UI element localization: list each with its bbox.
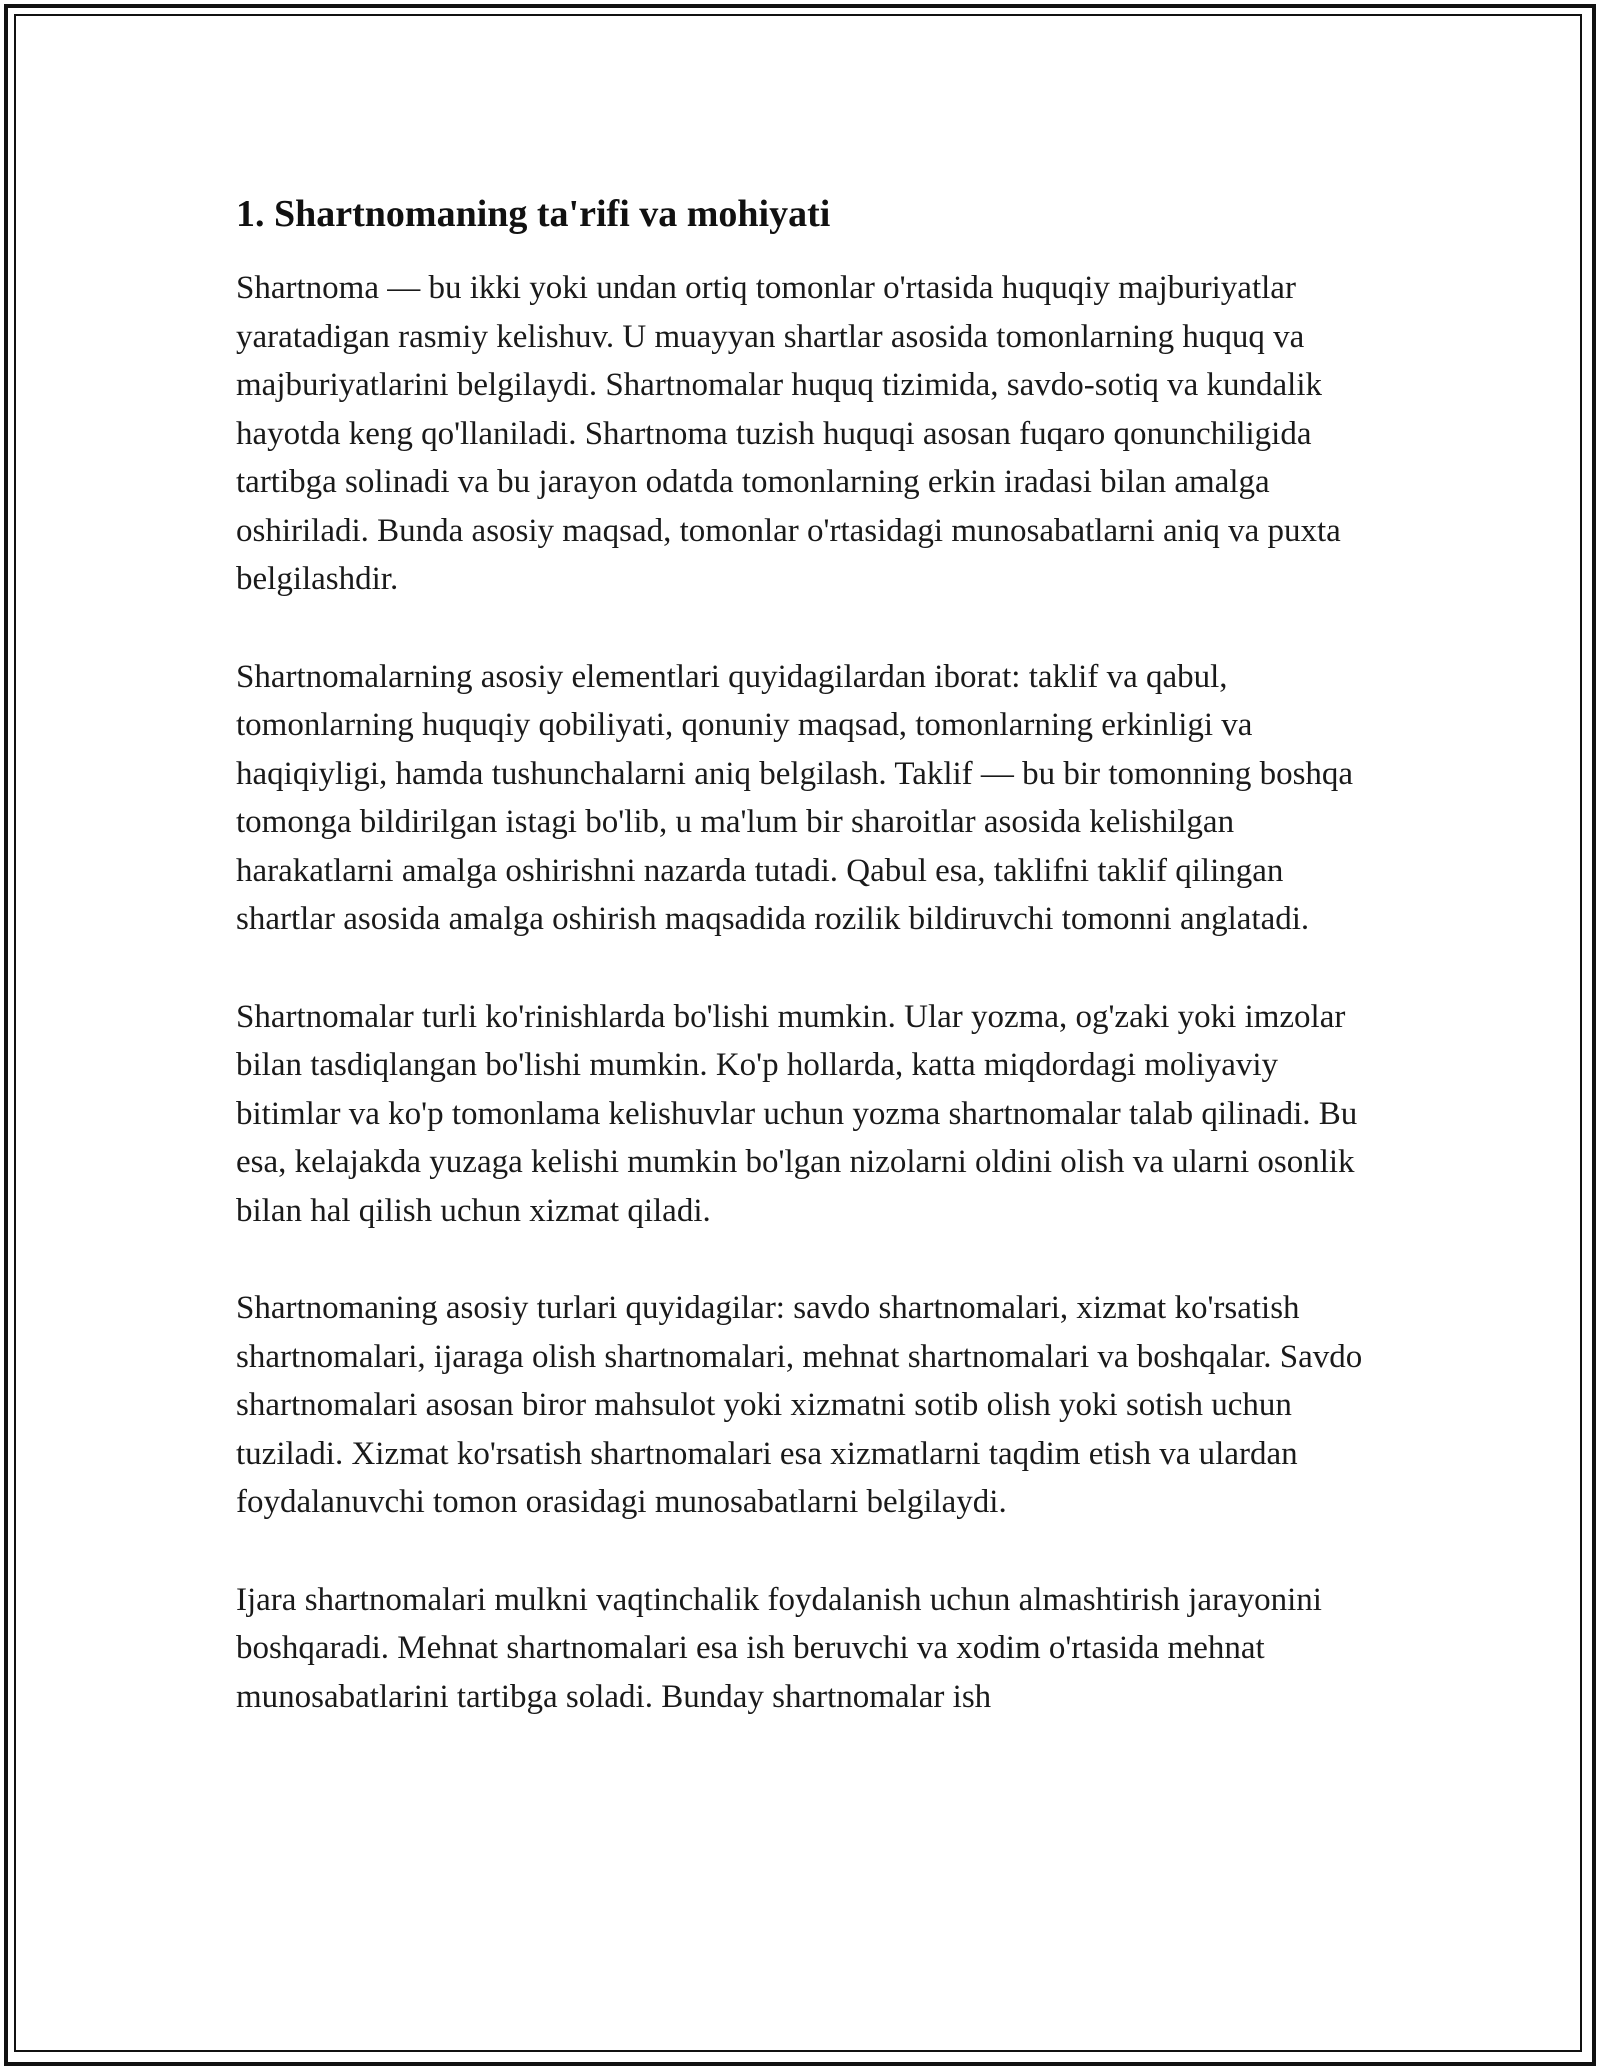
paragraph-definition: Shartnoma — bu ikki yoki undan ortiq tomonlar o'rtasida huquqiy majburiyatlar yaratadigan rasmiy kelishuv. U muayyan shartlar asosida tomonlarning huquq va majburiyatlarini belgilaydi. Shartnomalar huquq tizimida, savdo-sotiq va kundalik hayotda keng qo'llaniladi. Shartnoma tuzish huquqi asosan fuqaro qonunchiligida tartibga solinadi va bu jarayon odatda tomonlarning erkin iradasi bilan amalga oshiriladi. Bunda asosiy maqsad, tomonlar o'rtasidagi munosabatlarni aniq va puxta belgilashdir. — [236, 270, 1341, 597]
paragraph-forms: Shartnomalar turli ko'rinishlarda bo'lishi mumkin. Ular yozma, og'zaki yoki imzolar bilan tasdiqlangan bo'lishi mumkin. Ko'p hollarda, katta miqdordagi moliyaviy bitimlar va ko'p tomonlama kelishuvlar uchun yozma shartnomalar talab qilinadi. Bu esa, kelajakda yuzaga kelishi mumkin bo'lgan nizolarni oldini olish va ularni osonlik bilan hal qilish uchun xizmat qiladi. — [236, 998, 1358, 1229]
paragraph-types: Shartnomaning asosiy turlari quyidagilar: savdo shartnomalari, xizmat ko'rsatish shartnomalari, ijaraga olish shartnomalari, mehnat shartnomalari va boshqalar. Savdo shartnomalari asosan biror mahsulot yoki xizmatni sotib olish yoki sotish uchun tuziladi. Xizmat ko'rsatish shartnomalari esa xizmatlarni taqdim etish va ulardan foydalanuvchi tomon orasidagi munosabatlarni belgilaydi. — [236, 1290, 1363, 1520]
section-heading: 1. Shartnomaning ta'rifi va mohiyati — [236, 193, 831, 235]
paragraph-elements: Shartnomalarning asosiy elementlari quyidagilardan iborat: taklif va qabul, tomonlarning huquqiy qobiliyati, qonuniy maqsad, tomonlarning erkinligi va haqiqiyligi, hamda tushunchalarni aniq belgilash. Taklif — bu bir tomonning boshqa tomonga bildirilgan istagi bo'lib, u ma'lum bir sharoitlar asosida kelishilgan harakatlarni amalga oshirishni nazarda tutadi. Qabul esa, taklifni taklif qilingan shartlar asosida amalga oshirish maqsadida rozilik bildiruvchi tomonni anglatadi. — [236, 658, 1354, 937]
paragraph-lease-employment: Ijara shartnomalari mulkni vaqtinchalik foydalanish uchun almashtirish jarayonini boshqaradi. Mehnat shartnomalari esa ish beruvchi va xodim o'rtasida mehnat munosabatlarini tartibga soladi. Bunday shartnomalar ish — [236, 1581, 1322, 1715]
document-page — [236, 186, 1386, 1770]
